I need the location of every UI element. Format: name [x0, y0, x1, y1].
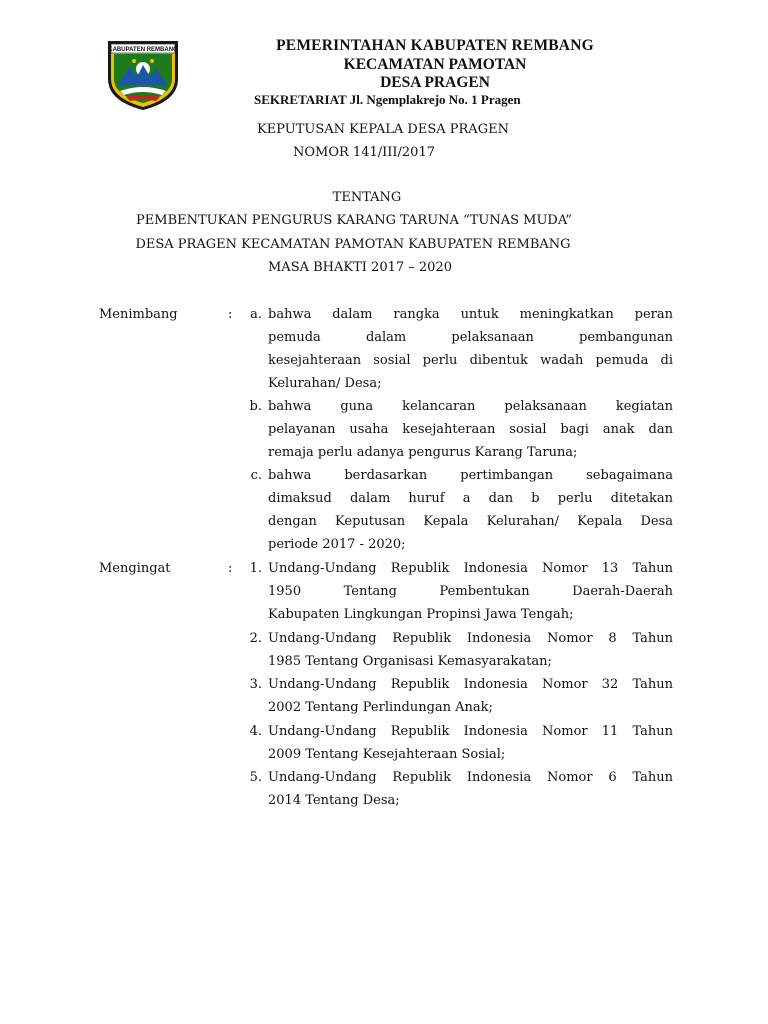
mengingat-item-3: [268, 673, 673, 719]
decree-title: KEPUTUSAN KEPALA DESA PRAGEN: [257, 122, 509, 137]
text-line: bahwa berdasarkan pertimbangan sebagaimana: [268, 468, 673, 483]
about-heading: TENTANG: [332, 190, 402, 205]
text-line: pelayanan usaha kesejahteraan sosial bagi anak dan: [268, 422, 673, 437]
text-line: kesejahteraan sosial perlu dibentuk wadah pemuda di: [268, 353, 673, 368]
text-line: 2009 Tentang Kesejahteraan Sosial;: [268, 747, 506, 762]
mengingat-item-4: [268, 720, 673, 766]
menimbang-colon: :: [228, 307, 233, 322]
text-line: 2002 Tentang Perlindungan Anak;: [268, 700, 493, 715]
list-marker: 2.: [249, 631, 262, 646]
text-line: Undang-Undang Republik Indonesia Nomor 8 Tahun: [268, 631, 673, 646]
text-line: Undang-Undang Republik Indonesia Nomor 11 Tahun: [268, 724, 673, 739]
mengingat-item-5: [268, 766, 673, 812]
subject-line-3: MASA BHAKTI 2017 – 2020: [268, 260, 452, 275]
mengingat-colon: :: [228, 561, 233, 576]
government-name: PEMERINTAHAN KABUPATEN REMBANG: [276, 37, 594, 54]
list-marker: 4.: [249, 724, 262, 739]
list-marker: b.: [249, 399, 262, 414]
village-name: DESA PRAGEN: [380, 74, 490, 91]
text-line: Undang-Undang Republik Indonesia Nomor 32 Tahun: [268, 677, 673, 692]
menimbang-item-b: [268, 395, 673, 464]
subject-line-1: PEMBENTUKAN PENGURUS KARANG TARUNA “TUNAS MUDA”: [136, 213, 572, 228]
mengingat-label: Mengingat: [99, 561, 171, 576]
text-line: bahwa guna kelancaran pelaksanaan kegiatan: [268, 399, 673, 414]
list-marker: 1.: [249, 561, 262, 576]
mengingat-item-2: [268, 627, 673, 673]
list-marker: 5.: [249, 770, 262, 785]
text-line: 2014 Tentang Desa;: [268, 793, 400, 808]
text-line: dengan Keputusan Kepala Kelurahan/ Kepala Desa: [268, 514, 673, 529]
text-line: bahwa dalam rangka untuk meningkatkan peran: [268, 307, 673, 322]
text-line: 1985 Tentang Organisasi Kemasyarakatan;: [268, 654, 552, 669]
text-line: periode 2017 - 2020;: [268, 537, 406, 552]
text-line: Kelurahan/ Desa;: [268, 376, 382, 391]
text-line: 1950 Tentang Pembentukan Daerah-Daerah: [268, 584, 673, 599]
text-line: remaja perlu adanya pengurus Karang Taruna;: [268, 445, 578, 460]
mengingat-item-1: [268, 557, 673, 626]
text-line: Undang-Undang Republik Indonesia Nomor 6 Tahun: [268, 770, 673, 785]
menimbang-item-c: [268, 464, 673, 556]
list-marker: a.: [250, 307, 262, 322]
text-line: Undang-Undang Republik Indonesia Nomor 13 Tahun: [268, 561, 673, 576]
secretariat-address: SEKRETARIAT Jl. Ngemplakrejo No. 1 Pragen: [254, 92, 521, 107]
kabupaten-rembang-emblem: [104, 39, 182, 111]
text-line: Kabupaten Lingkungan Propinsi Jawa Tengah;: [268, 607, 574, 622]
text-line: dimaksud dalam huruf a dan b perlu ditetakan: [268, 491, 673, 506]
menimbang-item-a: [268, 303, 673, 395]
decree-number: NOMOR 141/III/2017: [293, 145, 435, 160]
subject-line-2: DESA PRAGEN KECAMATAN PAMOTAN KABUPATEN REMBANG: [135, 237, 571, 252]
list-marker: 3.: [249, 677, 262, 692]
menimbang-label: Menimbang: [99, 307, 178, 322]
list-marker: c.: [250, 468, 262, 483]
emblem-banner-text: KABUPATEN REMBANG: [108, 47, 178, 53]
text-line: pemuda dalam pelaksanaan pembangunan: [268, 330, 673, 345]
district-name: KECAMATAN PAMOTAN: [343, 56, 527, 73]
